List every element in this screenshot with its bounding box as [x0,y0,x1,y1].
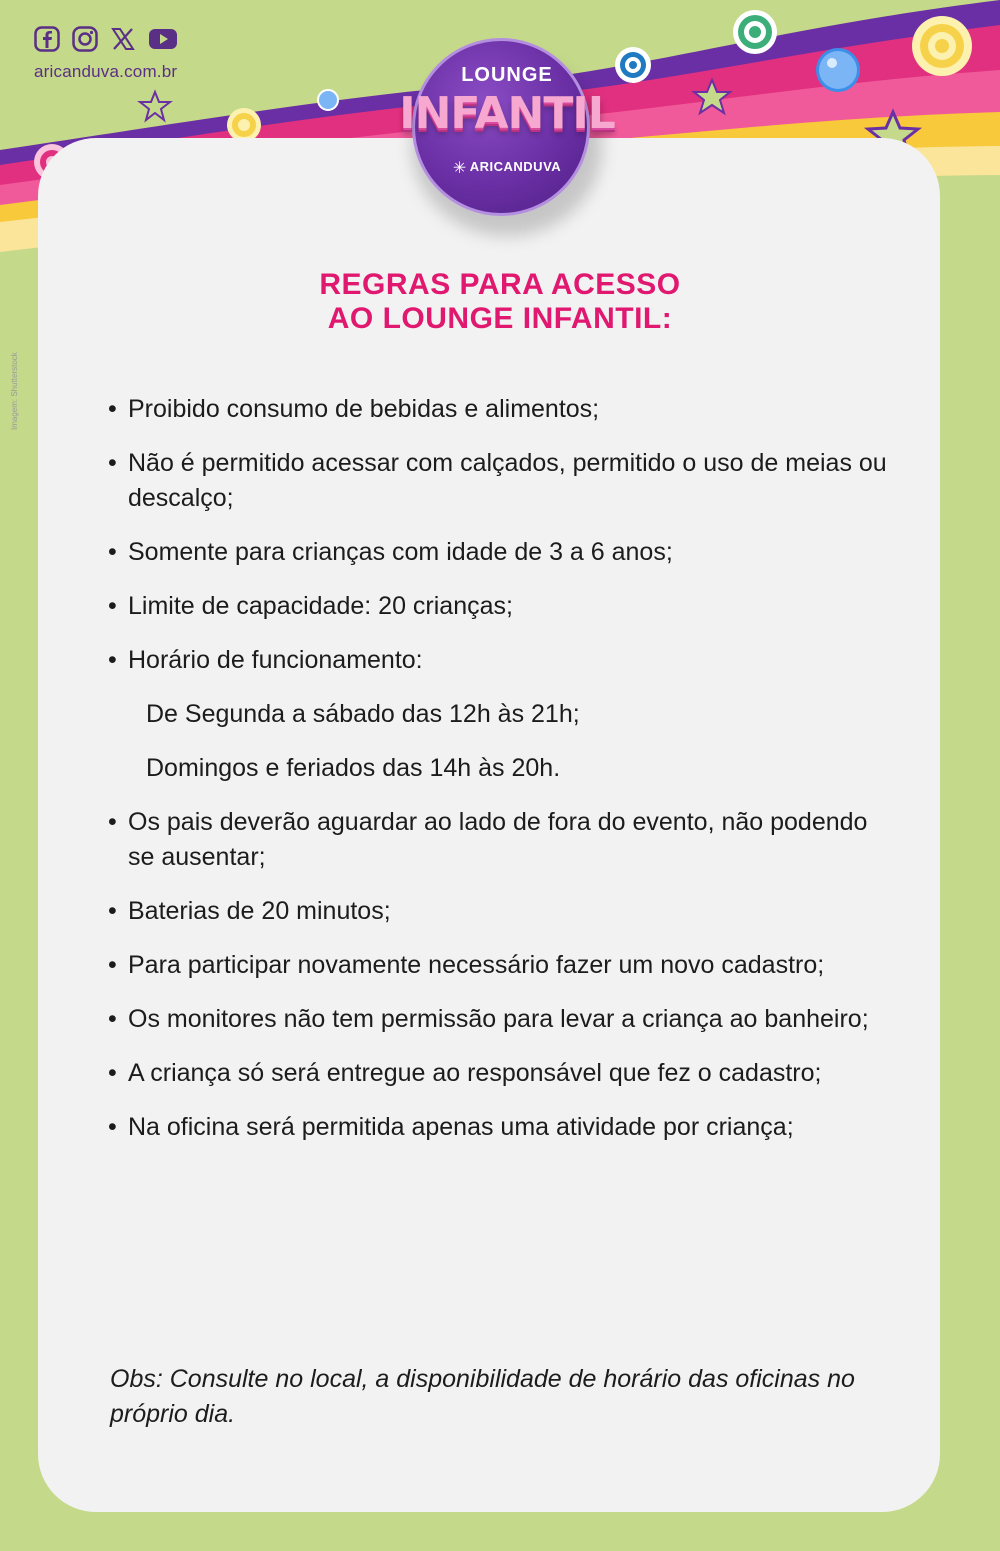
image-credit: Imagem: Shutterstock [10,352,19,430]
title-line-1: REGRAS PARA ACESSO [319,268,681,301]
rule-item: • Baterias de 20 minutos; [108,894,888,929]
rule-item: • Horário de funcionamento: [108,643,888,678]
rule-item: • Proibido consumo de bebidas e alimentos; [108,392,888,427]
bubble-icon [816,48,860,92]
rule-item: • Os monitores não tem permissão para levar a criança ao banheiro; [108,1002,888,1037]
rule-item: • Para participar novamente necessário fazer um novo cadastro; [108,948,888,983]
site-url[interactable]: aricanduva.com.br [34,62,178,81]
title-line-2: AO LOUNGE INFANTIL: [327,302,673,335]
star-icon [140,92,170,120]
rules-list [108,392,888,1164]
rule-item: • A criança só será entregue ao responsável que fez o cadastro; [108,1056,888,1091]
instagram-icon[interactable] [72,26,98,52]
rule-item: • Os pais deverão aguardar ao lado de fora do evento, não podendo se ausentar; [108,805,888,875]
social-icons [34,26,178,52]
bubble-icon [318,90,338,110]
lounge-infantil-logo [392,38,622,238]
rule-item: • Limite de capacidade: 20 crianças; [108,589,888,624]
bubble-icon [227,108,261,142]
x-icon[interactable] [110,26,136,52]
observation-note: Obs: Consulte no local, a disponibilidade de horário das oficinas no próprio dia. [110,1365,855,1428]
rule-item: • Somente para crianças com idade de 3 a 6 anos; [108,535,888,570]
logo-infantil-text: INFANTIL [399,88,615,139]
rule-subitem: De Segunda a sábado das 12h às 21h; [146,700,580,728]
youtube-icon[interactable] [148,26,178,52]
logo-lounge-text: LOUNGE [461,64,553,86]
logo-brand-text: ARICANDUVA [469,159,562,174]
page-title [0,268,1000,336]
bubble-icon [912,16,972,76]
bubble-icon [733,10,777,54]
facebook-icon[interactable] [34,26,60,52]
brand-star-icon: ✳ [452,160,467,177]
rule-subitem: Domingos e feriados das 14h às 20h. [146,754,561,782]
rule-item: • Não é permitido acessar com calçados, permitido o uso de meias ou descalço; [108,446,888,516]
rule-item: • Na oficina será permitida apenas uma atividade por criança; [108,1110,888,1145]
logo-brand [392,158,622,178]
